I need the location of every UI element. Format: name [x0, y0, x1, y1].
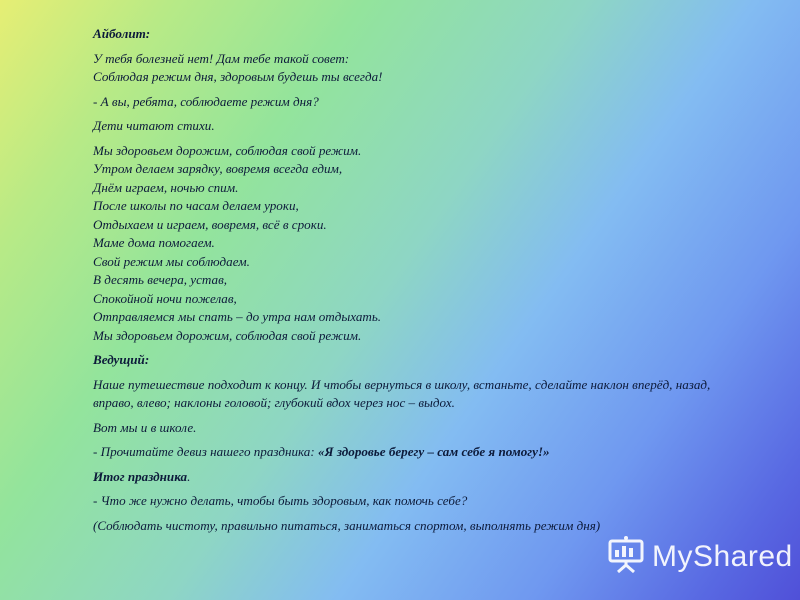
final-question-line: - Что же нужно делать, чтобы быть здоровым, как помочь себе? [93, 493, 468, 508]
poem-line: В десять вечера, устав, [93, 272, 228, 287]
poem-line: Маме дома помогаем. [93, 235, 215, 250]
poem-line: Спокойной ночи пожелав, [93, 290, 237, 306]
result-dot: . [187, 468, 191, 484]
final-answer-line: (Соблюдать чистоту, правильно питаться, заниматься спортом, выполнять режим дня) [93, 517, 601, 533]
poem-line: Днём играем, ночью спим. [93, 179, 239, 195]
aibolit-speech [93, 50, 733, 87]
poem-line: Мы здоровьем дорожим, соблюдая свой режим. [93, 327, 362, 343]
motto-prefix: - Прочитайте девиз нашего праздника: [93, 444, 318, 459]
slide-text-block [93, 25, 733, 541]
aibolit-line: У тебя болезней нет! Дам тебе такой совет: [93, 50, 350, 66]
heading-host: Ведущий: [93, 352, 150, 367]
presentation-board-icon [606, 535, 652, 580]
poem-line: Отдыхаем и играем, вовремя, всё в сроки. [93, 216, 327, 232]
myshared-watermark [606, 535, 793, 579]
poem-block [93, 142, 733, 346]
kids-read-line: Дети читают стихи. [93, 118, 215, 133]
result-line [93, 468, 733, 487]
aibolit-line: Соблюдая режим дня, здоровым будешь ты всегда! [93, 69, 383, 84]
poem-line: Отправляемся мы спать – до утра нам отдыхать. [93, 309, 382, 324]
watermark-text: MyShared [652, 540, 793, 573]
host-text: Наше путешествие подходит к концу. И чтобы вернуться в школу, встаньте, сделайте наклон вперёд, назад, вправо, влево; наклоны головой; глубокий вдох через нос – выдох. [93, 376, 711, 410]
poem-line: Утром делаем зарядку, вовремя всегда едим, [93, 161, 343, 176]
poem-line: Свой режим мы соблюдаем. [93, 253, 250, 269]
result-heading: Итог праздника [93, 468, 188, 484]
question-line: - А вы, ребята, соблюдаете режим дня? [93, 93, 319, 109]
poem-line: После школы по часам делаем уроки, [93, 198, 299, 213]
back-at-school-line: Вот мы и в школе. [93, 419, 197, 435]
heading-aibolit: Айболит: [93, 26, 151, 41]
poem-line: Мы здоровьем дорожим, соблюдая свой режим. [93, 142, 362, 158]
motto-text: «Я здоровье берегу – сам себе я помогу!» [318, 444, 550, 459]
motto-line [93, 443, 733, 462]
